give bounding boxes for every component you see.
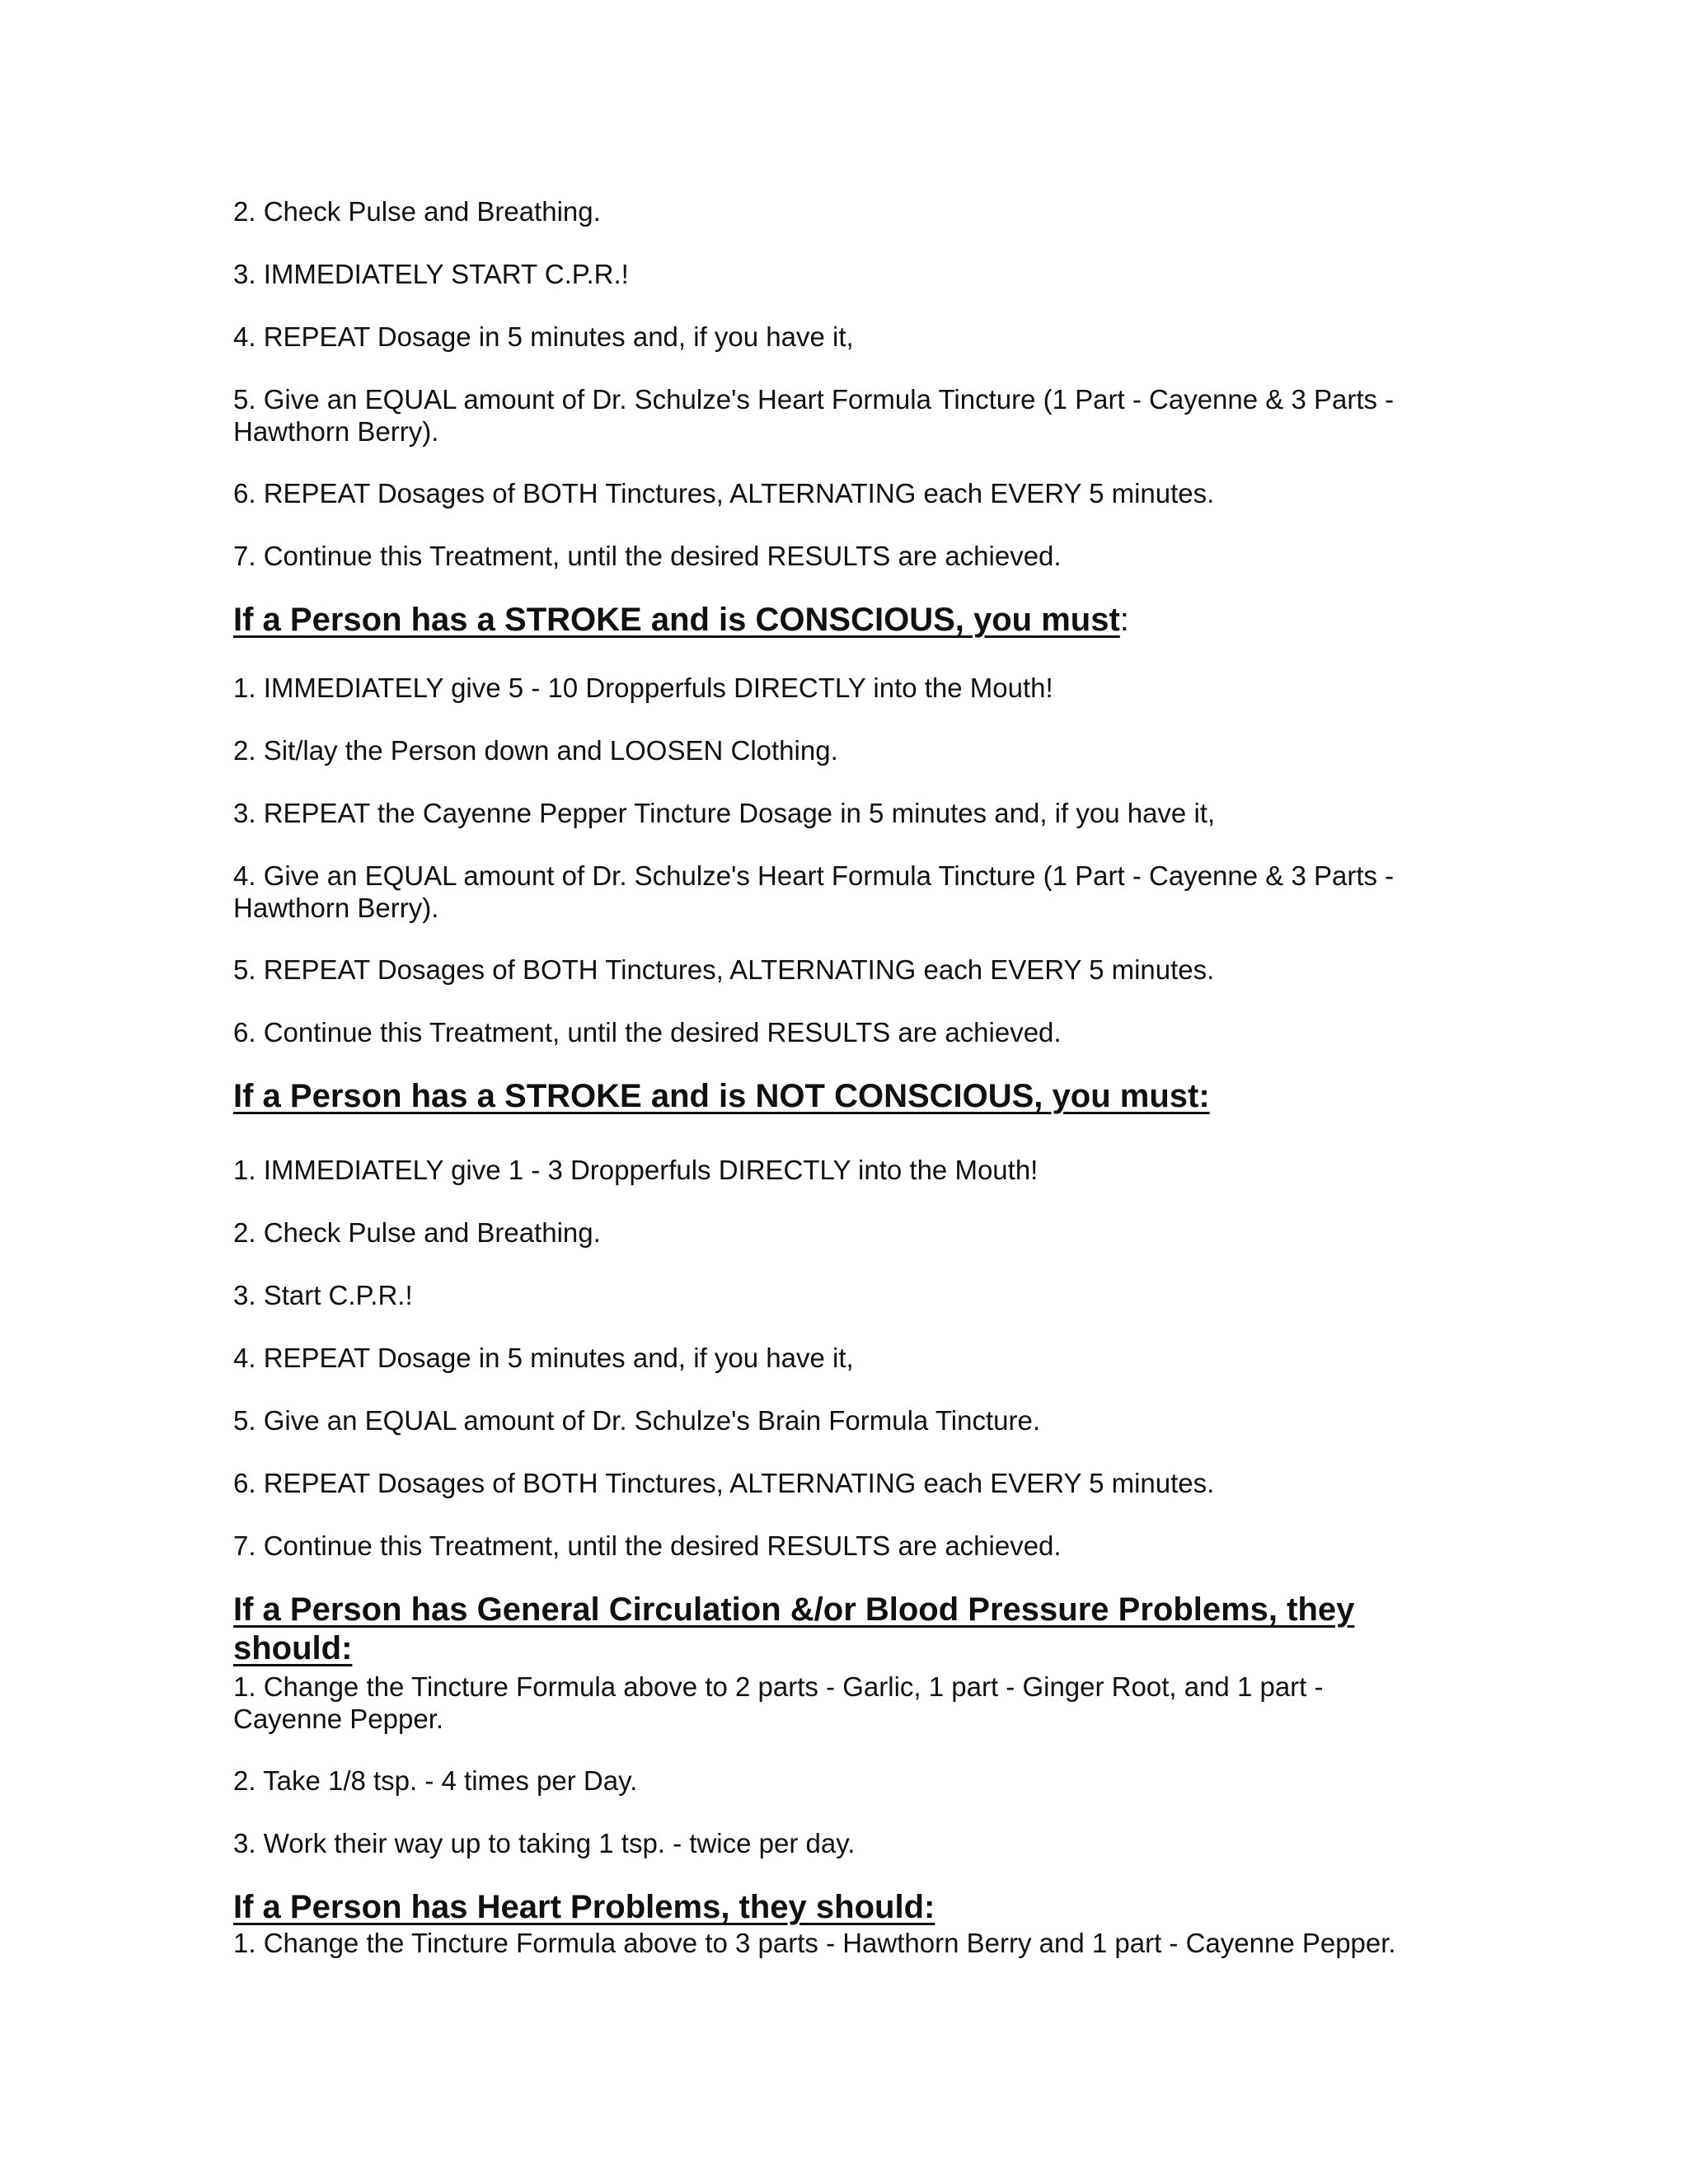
heading-text: If a Person has General Circulation &/or Blood Pressure Problems, they should: (233, 1591, 1355, 1666)
stroke-not-conscious-step-2: 2. Check Pulse and Breathing. (233, 1217, 601, 1248)
stroke-not-conscious-step-3: 3. Start C.P.R.! (233, 1280, 413, 1310)
heading-suffix: : (1119, 602, 1129, 638)
heading-text: If a Person has a STROKE and is NOT CONSCIOUS, you must: (233, 1078, 1210, 1114)
intro-step-3: 3. IMMEDIATELY START C.P.R.! (233, 259, 629, 289)
section-heading-circulation (233, 1591, 1404, 1668)
intro-step-6: 6. REPEAT Dosages of BOTH Tinctures, ALTERNATING each EVERY 5 minutes. (233, 478, 1215, 509)
intro-step-7: 7. Continue this Treatment, until the desired RESULTS are achieved. (233, 541, 1062, 571)
intro-step-5: 5. Give an EQUAL amount of Dr. Schulze's Heart Formula Tincture (1 Part - Cayenne & 3 Parts - Hawthorn Berry). (233, 384, 1402, 447)
circulation-step-1: 1. Change the Tincture Formula above to 2 parts - Garlic, 1 part - Ginger Root, and 1 part - Cayenne Pepper. (233, 1671, 1331, 1734)
stroke-conscious-step-4: 4. Give an EQUAL amount of Dr. Schulze's Heart Formula Tincture (1 Part - Cayenne & 3 Parts - Hawthorn Berry). (233, 860, 1402, 923)
stroke-conscious-step-1: 1. IMMEDIATELY give 5 - 10 Dropperfuls DIRECTLY into the Mouth! (233, 673, 1053, 703)
stroke-not-conscious-step-5: 5. Give an EQUAL amount of Dr. Schulze's Brain Formula Tincture. (233, 1405, 1040, 1436)
section-heading-heart (233, 1888, 1437, 1927)
circulation-step-2: 2. Take 1/8 tsp. - 4 times per Day. (233, 1765, 638, 1796)
intro-step-2: 2. Check Pulse and Breathing. (233, 196, 601, 227)
heading-text: If a Person has Heart Problems, they should: (233, 1889, 935, 1925)
heading-text: If a Person has a STROKE and is CONSCIOUS, you must (233, 602, 1120, 638)
circulation-step-3: 3. Work their way up to taking 1 tsp. - twice per day. (233, 1828, 856, 1858)
stroke-not-conscious-step-6: 6. REPEAT Dosages of BOTH Tinctures, ALTERNATING each EVERY 5 minutes. (233, 1468, 1215, 1498)
stroke-conscious-step-2: 2. Sit/lay the Person down and LOOSEN Clothing. (233, 735, 838, 766)
section-heading-stroke-not-conscious (233, 1077, 1437, 1116)
stroke-not-conscious-step-1: 1. IMMEDIATELY give 1 - 3 Dropperfuls DIRECTLY into the Mouth! (233, 1155, 1039, 1185)
stroke-conscious-step-3: 3. REPEAT the Cayenne Pepper Tincture Dosage in 5 minutes and, if you have it, (233, 798, 1216, 828)
stroke-not-conscious-step-7: 7. Continue this Treatment, until the desired RESULTS are achieved. (233, 1530, 1062, 1561)
heart-step-1: 1. Change the Tincture Formula above to 3 parts - Hawthorn Berry and 1 part - Cayenne Pepper. (233, 1928, 1396, 1958)
stroke-conscious-step-6: 6. Continue this Treatment, until the desired RESULTS are achieved. (233, 1017, 1062, 1047)
section-heading-stroke-conscious (233, 601, 1437, 640)
stroke-conscious-step-5: 5. REPEAT Dosages of BOTH Tinctures, ALTERNATING each EVERY 5 minutes. (233, 954, 1215, 985)
intro-step-4: 4. REPEAT Dosage in 5 minutes and, if you have it, (233, 321, 854, 352)
stroke-not-conscious-step-4: 4. REPEAT Dosage in 5 minutes and, if you have it, (233, 1343, 854, 1373)
